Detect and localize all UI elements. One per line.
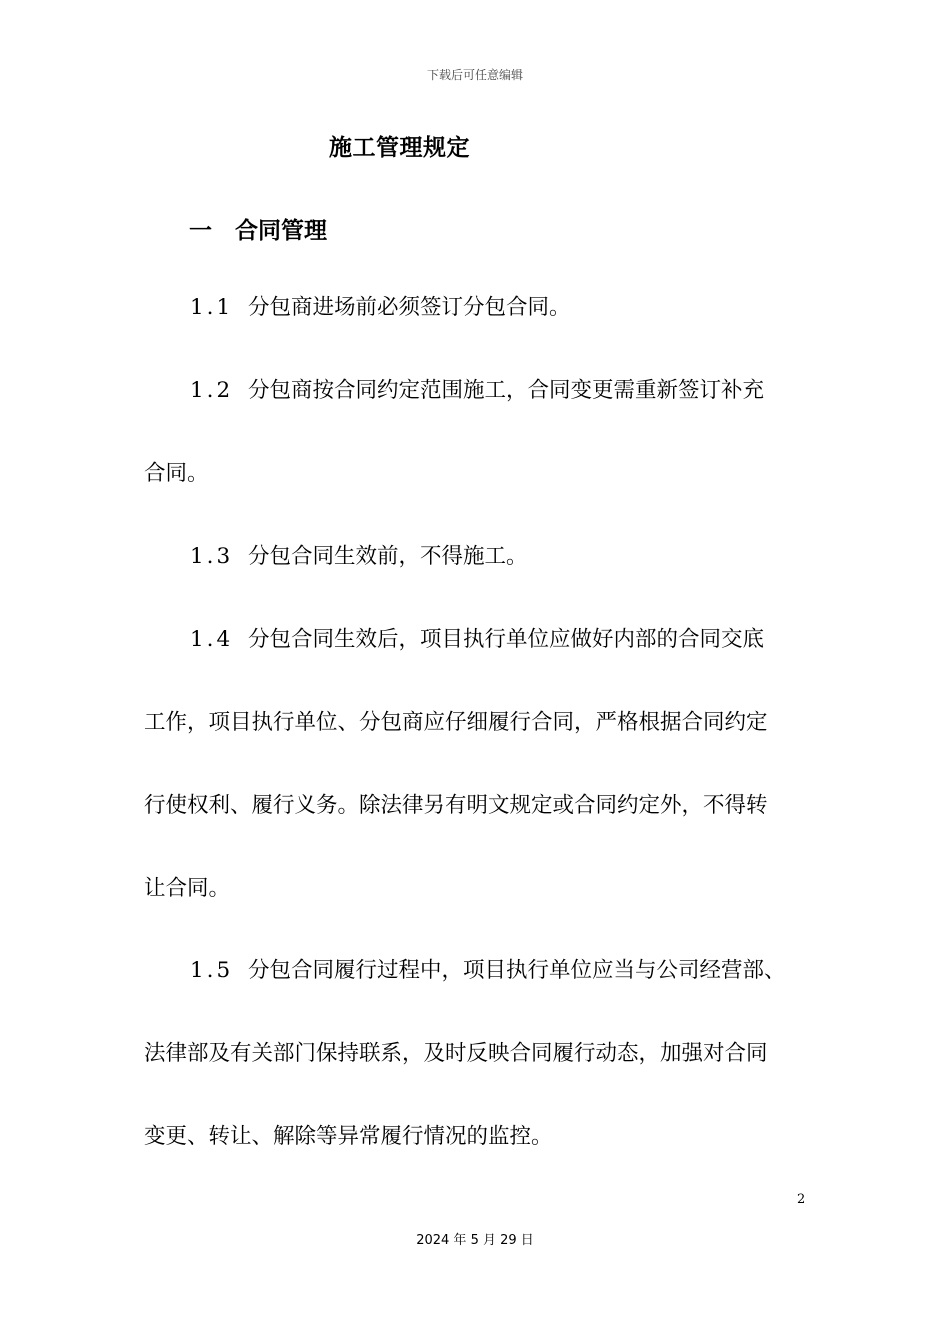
clause-1-2-line-1 — [190, 377, 764, 405]
section-title: 合同管理 — [235, 218, 327, 244]
clause-1-2-line-2: 合同。 — [144, 461, 209, 486]
clause-number: 1.1 — [190, 295, 234, 320]
header-note: 下载后可任意编辑 — [426, 68, 523, 82]
page-number: 2 — [797, 1192, 806, 1207]
clause-1-5-line-3: 变更、转让、解除等异常履行情况的监控。 — [144, 1124, 553, 1149]
clause-1-5-line-2: 法律部及有关部门保持联系，及时反映合同履行动态，加强对合同 — [144, 1041, 768, 1066]
clause-number: 1.2 — [190, 378, 234, 403]
clause-1-4-line-4: 让合同。 — [144, 876, 231, 901]
document-title: 施工管理规定 — [329, 135, 470, 161]
section-number: 一 — [189, 218, 212, 244]
section-heading — [189, 212, 327, 245]
clause-text: 分包商按合同约定范围施工，合同变更需重新签订补充 — [248, 378, 765, 403]
clause-number: 1.5 — [190, 958, 234, 983]
clause-1-5-line-1 — [190, 957, 786, 985]
clause-1-4-line-2: 工作，项目执行单位、分包商应仔细履行合同，严格根据合同约定 — [144, 710, 768, 735]
clause-text: 分包商进场前必须签订分包合同。 — [248, 295, 571, 320]
clause-1-1-line-1 — [190, 294, 571, 322]
clause-text: 分包合同履行过程中，项目执行单位应当与公司经营部、 — [248, 958, 786, 983]
clause-number: 1.4 — [190, 627, 234, 652]
footer-date: 2024 年 5 月 29 日 — [416, 1233, 534, 1248]
clause-1-3-line-1 — [190, 543, 528, 571]
clause-1-4-line-1 — [190, 626, 764, 654]
clause-text: 分包合同生效后，项目执行单位应做好内部的合同交底 — [248, 627, 765, 652]
clause-1-4-line-3: 行使权利、履行义务。除法律另有明文规定或合同约定外，不得转 — [144, 793, 768, 818]
clause-text: 分包合同生效前，不得施工。 — [248, 544, 528, 569]
clause-number: 1.3 — [190, 544, 234, 569]
